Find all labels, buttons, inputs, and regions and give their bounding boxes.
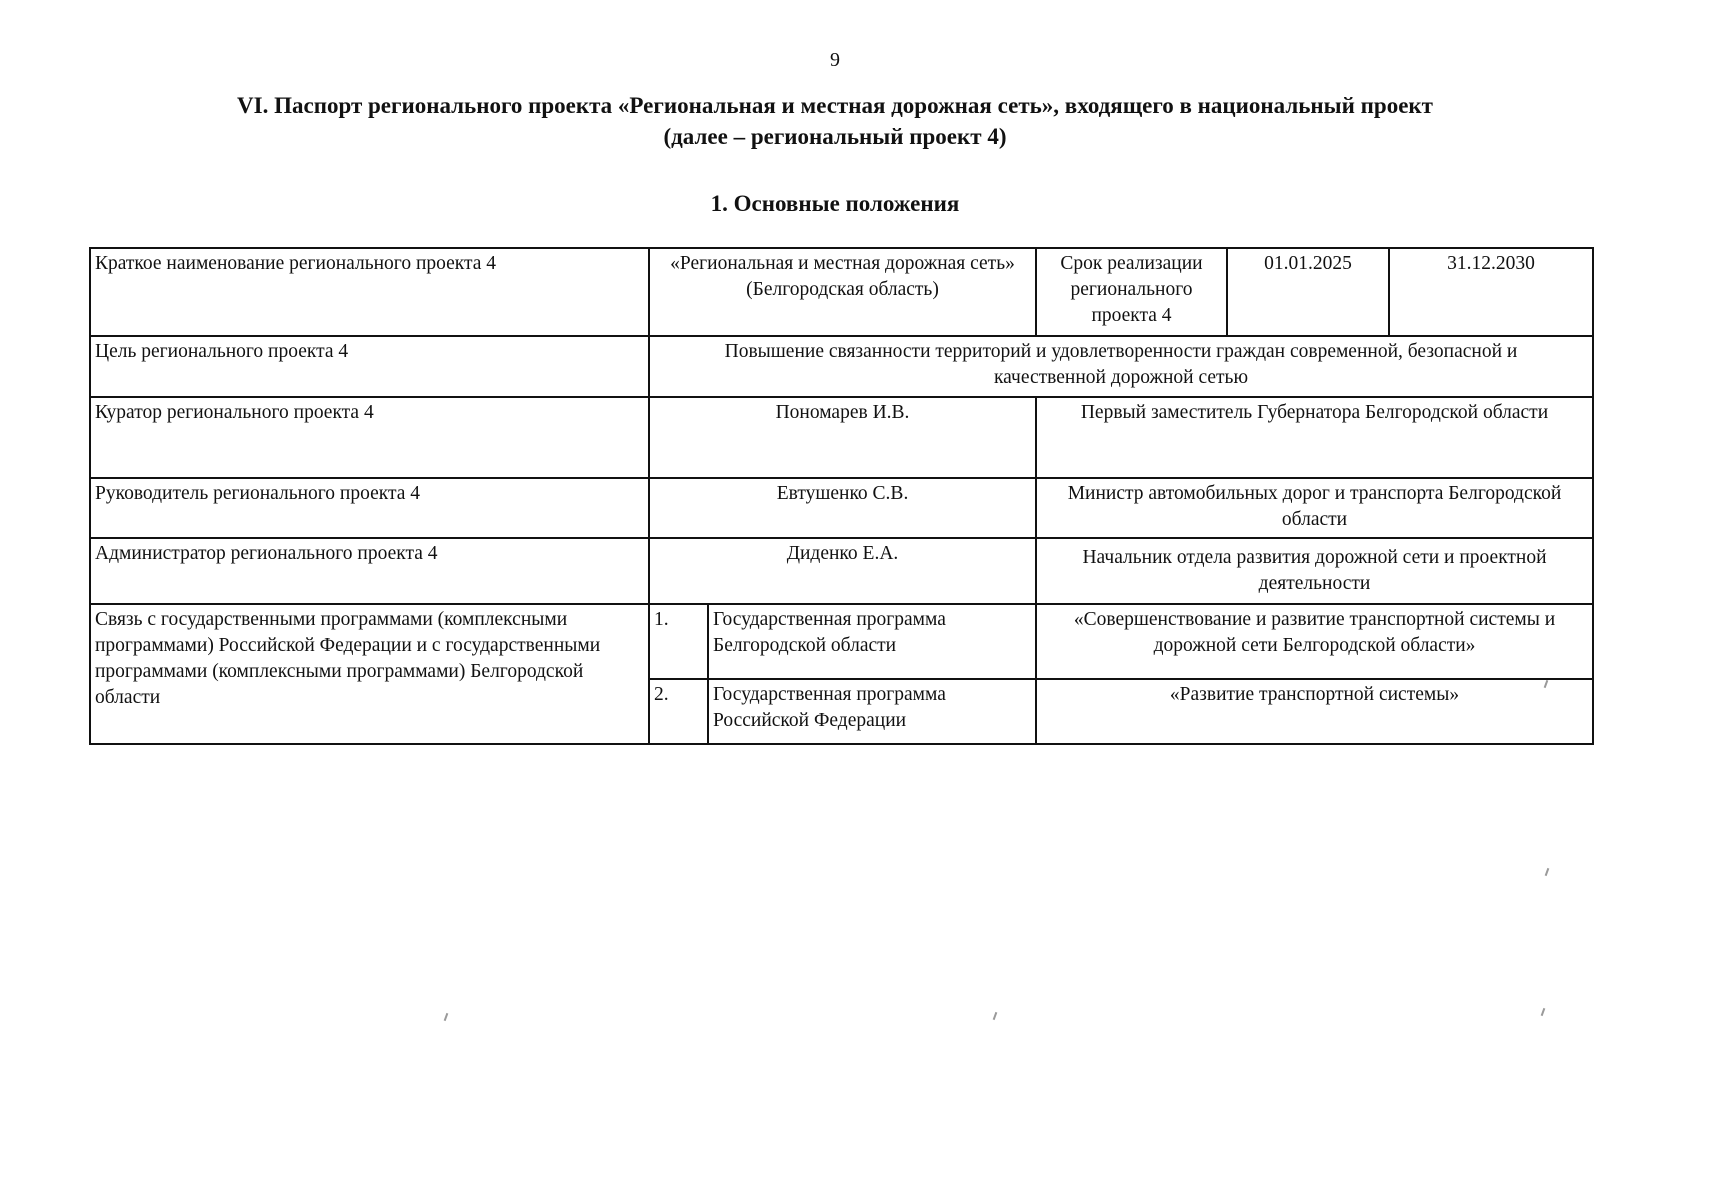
scan-speck	[444, 1013, 449, 1021]
document-title	[100, 90, 1570, 152]
term-label: Срок реализации регионального проекта 4	[1036, 248, 1227, 336]
passport-table	[89, 247, 1594, 745]
program-2-name: «Развитие транспортной системы»	[1036, 679, 1593, 744]
table-row-short-name	[90, 248, 1593, 336]
curator-label: Куратор регионального проекта 4	[90, 397, 649, 478]
administrator-name: Диденко Е.А.	[649, 538, 1036, 604]
table-row-goal	[90, 336, 1593, 397]
program-2-num: 2.	[649, 679, 708, 744]
head-label: Руководитель регионального проекта 4	[90, 478, 649, 538]
end-date: 31.12.2030	[1389, 248, 1593, 336]
curator-name: Пономарев И.В.	[649, 397, 1036, 478]
curator-position: Первый заместитель Губернатора Белгородской области	[1036, 397, 1593, 478]
scan-speck	[993, 1012, 998, 1020]
table-row-administrator	[90, 538, 1593, 604]
section-title: 1. Основные положения	[710, 191, 960, 216]
program-1-name: «Совершенствование и развитие транспортной системы и дорожной сети Белгородской области»	[1036, 604, 1593, 679]
programs-label: Связь с государственными программами (комплексными программами) Российской Федерации и с государственными программами (комплексными программами) Белгородской области	[90, 604, 649, 744]
goal-value: Повышение связанности территорий и удовлетворенности граждан современной, безопасной и качественной дорожной сетью	[649, 336, 1593, 397]
table-row-head	[90, 478, 1593, 538]
table-row-program-1	[90, 604, 1593, 679]
title-line-2: (далее – региональный проект 4)	[663, 124, 1007, 149]
page-number: 9	[830, 49, 840, 71]
program-1-num: 1.	[649, 604, 708, 679]
start-date: 01.01.2025	[1227, 248, 1389, 336]
scan-speck	[1541, 1008, 1546, 1016]
short-name-value: «Региональная и местная дорожная сеть» (Белгородская область)	[649, 248, 1036, 336]
program-1-type: Государственная программа Белгородской области	[708, 604, 1036, 679]
table-row-curator	[90, 397, 1593, 478]
head-position: Министр автомобильных дорог и транспорта Белгородской области	[1036, 478, 1593, 538]
head-name: Евтушенко С.В.	[649, 478, 1036, 538]
administrator-label: Администратор регионального проекта 4	[90, 538, 649, 604]
program-2-type: Государственная программа Российской Федерации	[708, 679, 1036, 744]
title-line-1: VI. Паспорт регионального проекта «Региональная и местная дорожная сеть», входящего в национальный проект	[237, 93, 1433, 118]
scan-speck	[1545, 868, 1550, 876]
goal-label: Цель регионального проекта 4	[90, 336, 649, 397]
administrator-position: Начальник отдела развития дорожной сети и проектной деятельности	[1036, 538, 1593, 604]
short-name-label: Краткое наименование регионального проекта 4	[90, 248, 649, 336]
